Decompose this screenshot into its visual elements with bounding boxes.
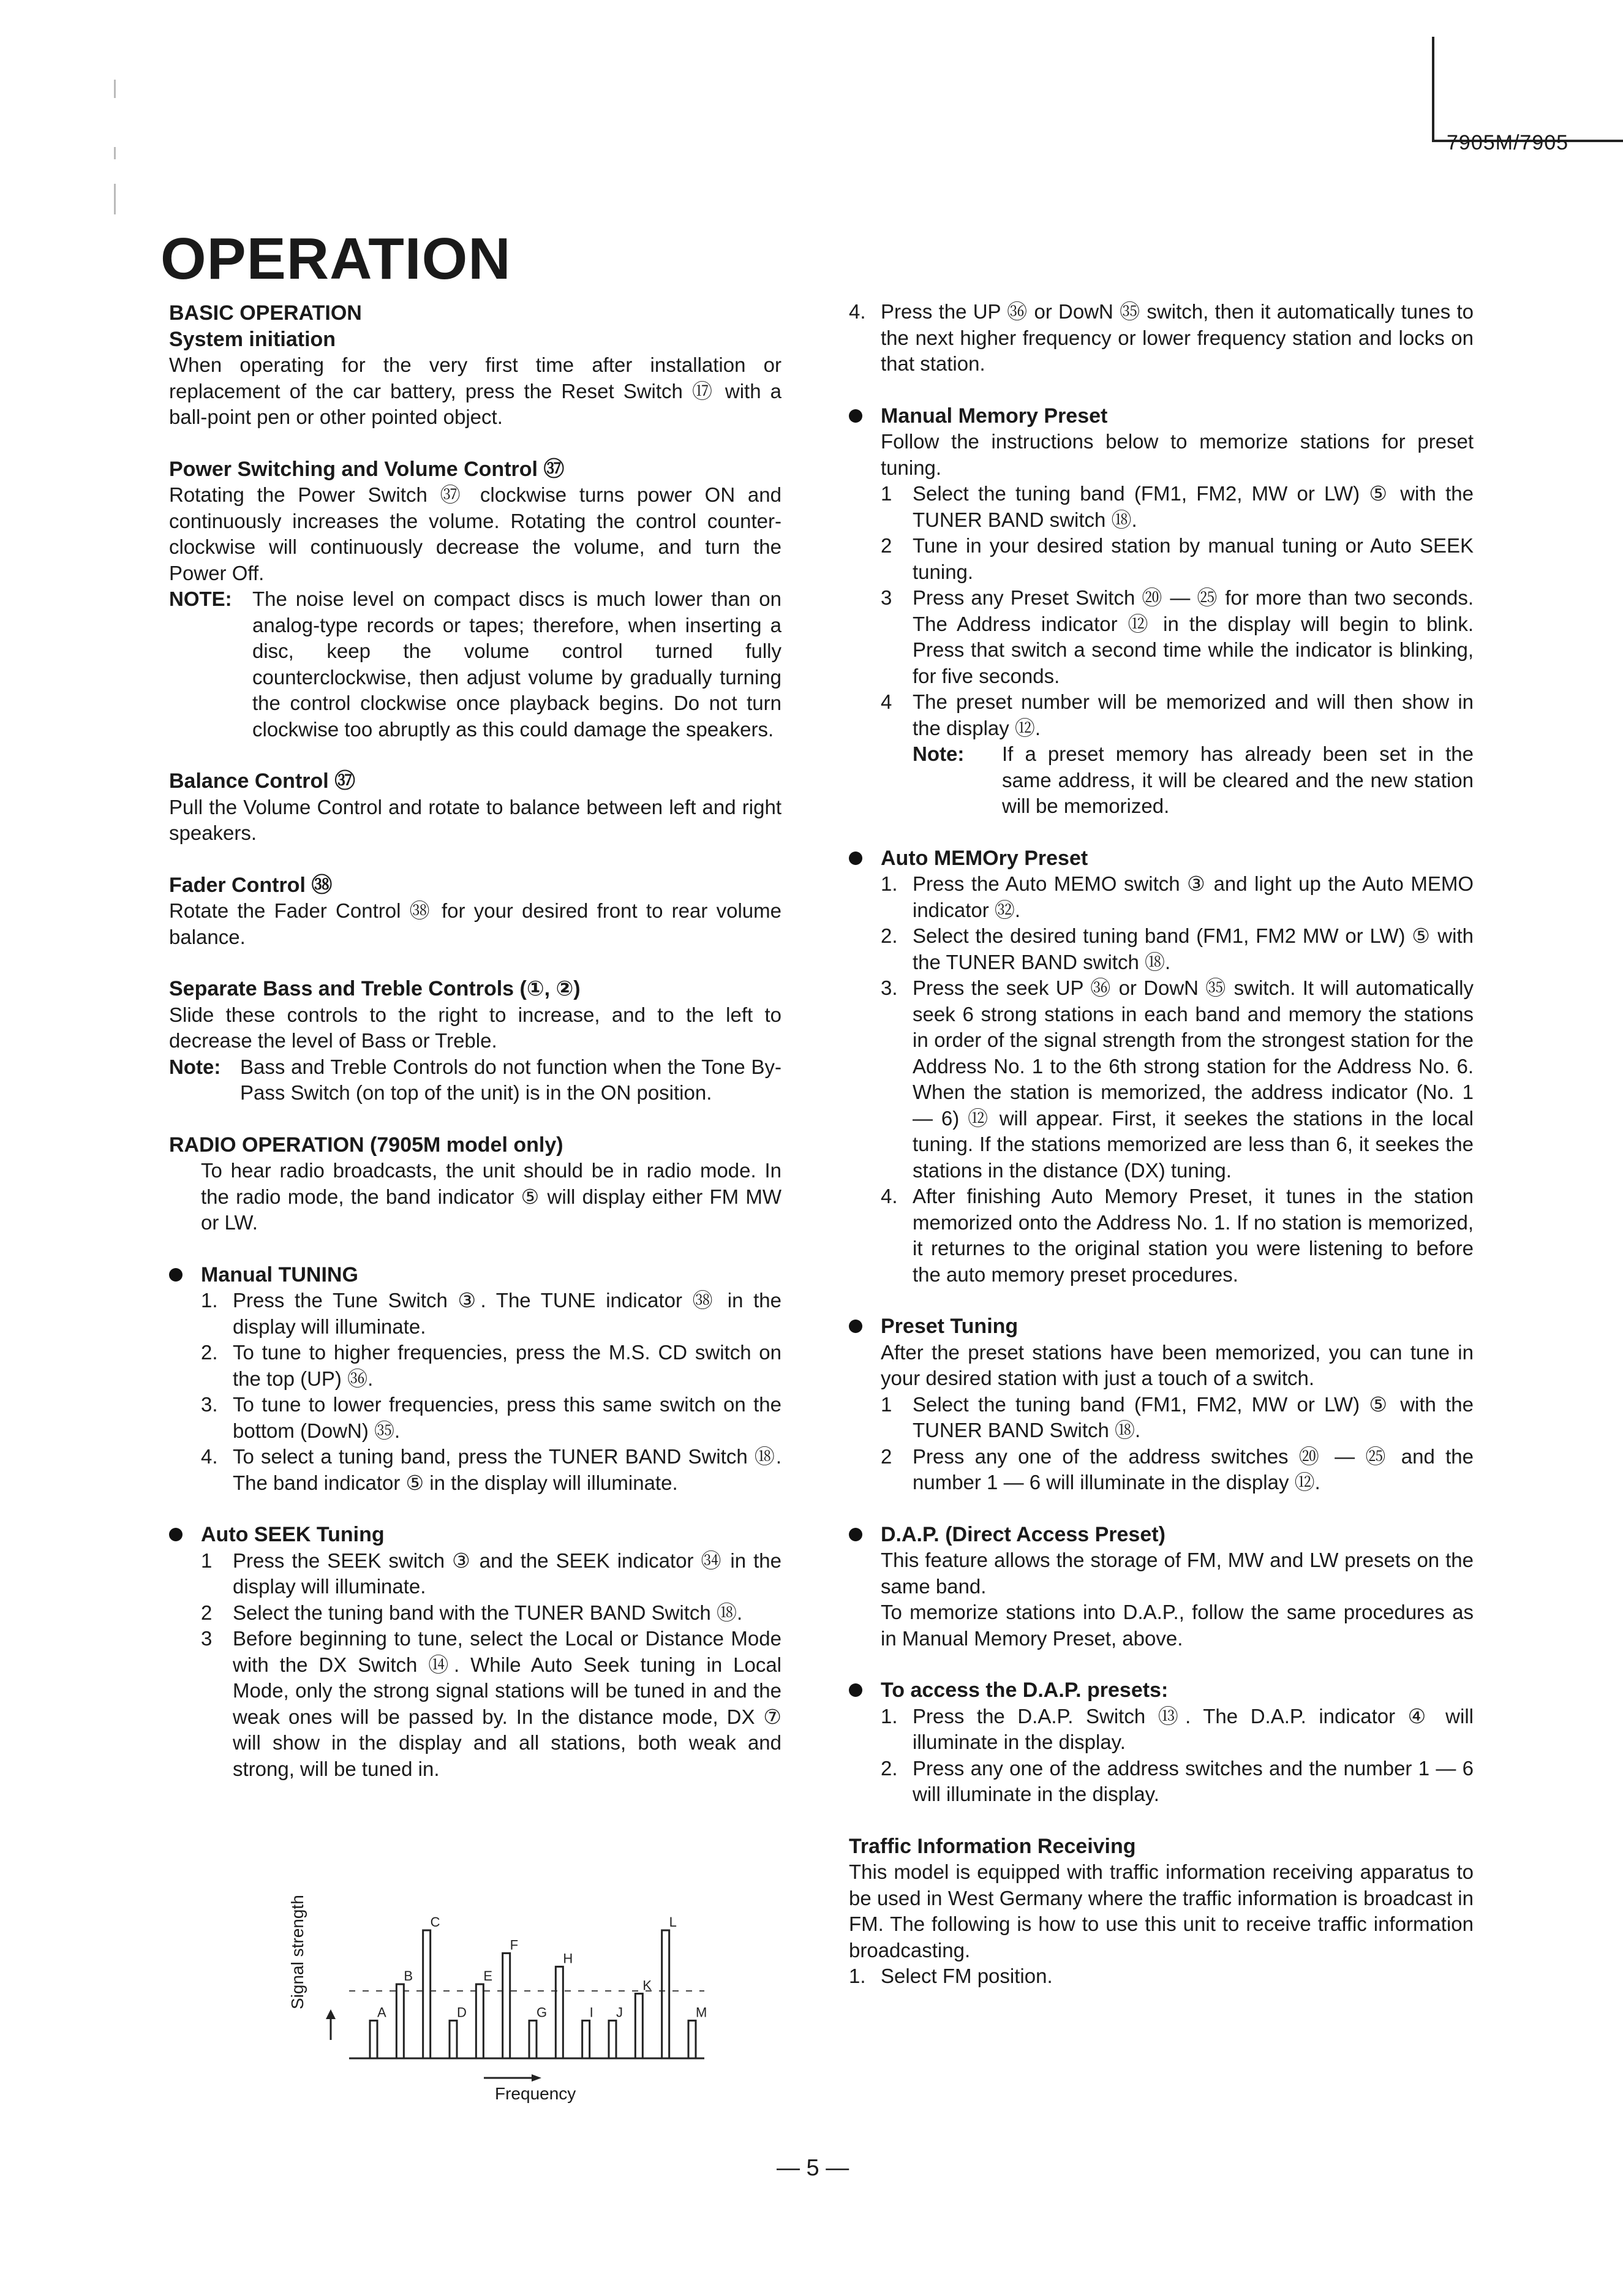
list-item [201, 1340, 781, 1392]
item-number: 1. [849, 1965, 866, 1987]
traffic-section [849, 1833, 1474, 1990]
radio-operation-section [169, 1132, 781, 1236]
item-number: 1 [201, 1549, 213, 1572]
item-text: Press any Preset Switch ⑳ — ㉕ for more than two seconds. The Address indicator ⑫ in the display will begin to blink. Press that switch a second time while the indicator is blinking, for five seconds. [913, 586, 1474, 687]
seek-step-4 [849, 299, 1474, 377]
paragraph: To memorize stations into D.A.P., follow the same procedures as in Manual Memory Preset, above. [881, 1601, 1474, 1650]
paragraph: When operating for the very first time after installation or replacement of the car battery, press the Reset Switch ⑰ with a ball-point pen or other pointed object. [169, 353, 781, 428]
item-number: 1. [881, 1704, 898, 1728]
paragraph: Follow the instructions below to memorize stations for preset tuning. [881, 430, 1474, 479]
station-peak [582, 2020, 590, 2058]
x-arrow-head [532, 2074, 541, 2082]
subsection-heading: Power Switching and Volume Control ㊲ [169, 457, 565, 481]
item-text: After finishing Auto Memory Preset, it tunes in the station memorized onto the Address No. 1. If no station is memorized, it returnes to the original station you were listening to before the auto memory preset procedures. [913, 1185, 1474, 1286]
station-peak [555, 1966, 563, 2058]
list-item [881, 1184, 1474, 1288]
station-peak [450, 2020, 457, 2058]
station-label: I [589, 2004, 593, 2020]
item-text: Press any one of the address switches ⑳ — ㉕ and the number 1 — 6 will illuminate in the display ⑫. [913, 1444, 1474, 1494]
station-label: C [430, 1914, 440, 1930]
station-label: D [457, 2004, 467, 2020]
auto-memory-section [849, 845, 1474, 1288]
list-item [201, 1600, 781, 1626]
item-number: 3 [881, 586, 892, 609]
paragraph: This model is equipped with traffic information receiving apparatus to be used in West Germany where the traffic information is broadcast in FM. The following is how to use this unit to receive traffic information broadcasting. [849, 1860, 1474, 1962]
bullet-heading: Preset Tuning [849, 1313, 1474, 1340]
x-axis-label: Frequency [495, 2084, 576, 2103]
list-item [201, 1288, 781, 1340]
note-text: The noise level on compact discs is much lower than on analog-type records or tapes; therefore, when inserting a disc, keep the volume control turned fully counterclockwise, then adjust volume by gradually turning the control clockwise once playback begins. Do not turn clockwise too abruptly as this could damage the speakers. [252, 587, 781, 741]
station-peak [529, 2020, 537, 2058]
dap-access-section [849, 1677, 1474, 1808]
item-text: Press the Tune Switch ③. The TUNE indicator ㊳ in the display will illuminate. [233, 1289, 781, 1338]
bullet-heading: Auto MEMOry Preset [849, 845, 1474, 872]
item-number: 3. [201, 1393, 218, 1416]
list-item [201, 1444, 781, 1496]
item-number: 4. [201, 1445, 218, 1468]
item-text: Press the D.A.P. Switch ⑬. The D.A.P. indicator ④ will illuminate in the display. [913, 1704, 1474, 1753]
item-number: 1. [881, 872, 898, 895]
station-label: M [696, 2004, 707, 2020]
page-number: — 5 — [777, 2155, 849, 2181]
left-column [169, 300, 781, 1808]
station-label: B [404, 1968, 413, 1984]
fader-section [169, 872, 781, 951]
list-item [849, 1963, 1474, 1990]
station-peak [503, 1953, 510, 2058]
list-item [881, 481, 1474, 533]
list-item [881, 1756, 1474, 1808]
station-label: L [669, 1914, 677, 1930]
manual-memory-list [849, 481, 1474, 741]
auto-memory-list [849, 871, 1474, 1288]
paragraph: Rotating the Power Switch ㊲ clockwise turns power ON and continuously increases the volume. Rotating the control counter-clockwise will continuously decrease the volume, and turn the Power Off. [169, 483, 781, 584]
margin-mark [114, 184, 116, 214]
item-number: 2. [881, 924, 898, 947]
y-arrow-head [326, 2009, 336, 2019]
item-number: 3. [881, 976, 898, 999]
power-volume-section [169, 456, 781, 743]
list-item [881, 975, 1474, 1184]
manual-tuning-section [169, 1262, 781, 1497]
note [169, 586, 781, 742]
item-text: Select the desired tuning band (FM1, FM2 MW or LW) ⑤ with the TUNER BAND switch ⑱. [913, 924, 1474, 973]
item-number: 1. [201, 1289, 218, 1312]
item-text: Press any one of the address switches and the number 1 — 6 will illuminate in the display. [913, 1756, 1474, 1805]
station-peak [688, 2020, 696, 2058]
system-initiation-section [169, 300, 781, 431]
item-text: Select FM position. [881, 1965, 1053, 1987]
paragraph: Rotate the Fader Control ㊳ for your desired front to rear volume balance. [169, 899, 781, 948]
item-text: Press the Auto MEMO switch ③ and light up the Auto MEMO indicator ㉜. [913, 872, 1474, 921]
list-item [881, 1704, 1474, 1756]
list-item [881, 689, 1474, 741]
bullet-heading: D.A.P. (Direct Access Preset) [849, 1522, 1474, 1548]
list-item [849, 299, 1474, 377]
y-axis-label: Signal strength [288, 1895, 307, 2009]
section-heading: BASIC OPERATION [169, 301, 362, 325]
diagram-graphic [300, 1911, 717, 2083]
station-label: H [563, 1950, 573, 1966]
list-item [201, 1392, 781, 1444]
note-text: Bass and Treble Controls do not function when the Tone By-Pass Switch (on top of the unit) is in the ON position. [240, 1055, 781, 1104]
item-text: Select the tuning band (FM1, FM2, MW or LW) ⑤ with the TUNER BAND switch ⑱. [913, 482, 1474, 531]
subsection-heading: Separate Bass and Treble Controls (①, ②) [169, 977, 581, 1000]
section-heading: RADIO OPERATION (7905M model only) [169, 1133, 563, 1157]
station-label: F [510, 1937, 519, 1953]
station-peak [662, 1930, 669, 2058]
dap-section [849, 1522, 1474, 1652]
station-label: K [642, 1977, 652, 1993]
item-number: 2 [881, 1444, 892, 1468]
traffic-list [849, 1963, 1474, 1990]
item-text: Tune in your desired station by manual tuning or Auto SEEK tuning. [913, 534, 1474, 583]
station-label: J [616, 2004, 623, 2020]
item-number: 2 [881, 534, 892, 557]
note [169, 1054, 781, 1106]
signal-strength-diagram [288, 1895, 717, 2103]
item-text: Select the tuning band with the TUNER BAND Switch ⑱. [233, 1601, 743, 1624]
dap-access-list [849, 1704, 1474, 1808]
list-item [201, 1626, 781, 1782]
note [849, 741, 1474, 820]
station-label: A [377, 2004, 386, 2020]
bullet-heading: Auto SEEK Tuning [169, 1522, 781, 1548]
manual-tuning-list [169, 1288, 781, 1496]
item-text: To tune to lower frequencies, press this same switch on the bottom (DowN) ㉟. [233, 1393, 781, 1442]
auto-seek-section [169, 1522, 781, 1782]
item-number: 4. [849, 300, 866, 323]
bullet-heading: Manual TUNING [169, 1262, 781, 1288]
item-number: 1 [881, 1392, 892, 1416]
margin-mark [114, 80, 116, 98]
note-label: Note: [169, 1055, 221, 1078]
paragraph: Slide these controls to the right to increase, and to the left to decrease the level of Bass or Treble. [169, 1003, 781, 1052]
item-number: 4 [881, 690, 892, 713]
list-item [881, 1444, 1474, 1496]
preset-tuning-list [849, 1392, 1474, 1496]
subsection-heading: Traffic Information Receiving [849, 1834, 1136, 1858]
station-peak [370, 2020, 377, 2058]
paragraph: Pull the Volume Control and rotate to balance between left and right speakers. [169, 795, 781, 844]
note-label: NOTE: [169, 587, 232, 610]
station-label: G [537, 2004, 548, 2020]
item-number: 2. [881, 1756, 898, 1780]
list-item [881, 533, 1474, 585]
bullet-heading: To access the D.A.P. presets: [849, 1677, 1474, 1704]
paragraph: To hear radio broadcasts, the unit should be in radio mode. In the radio mode, the band indicator ⑤ will display either FM MW or LW. [201, 1159, 781, 1234]
model-header [1432, 85, 1623, 154]
list-item [881, 871, 1474, 923]
preset-tuning-section [849, 1313, 1474, 1496]
model-number: 7905M/7905 [1447, 131, 1569, 154]
item-text: To tune to higher frequencies, press the M.S. CD switch on the top (UP) ㊱. [233, 1341, 781, 1390]
note-text: If a preset memory has already been set in the same address, it will be cleared and the new station will be memorized. [1002, 742, 1474, 817]
step-list [849, 299, 1474, 377]
item-number: 2 [201, 1601, 213, 1624]
item-number: 2. [201, 1341, 218, 1364]
note-label: Note: [913, 742, 965, 765]
station-peak [423, 1930, 431, 2058]
item-text: Press the SEEK switch ③ and the SEEK indicator ㉞ in the display will illuminate. [233, 1549, 781, 1598]
item-text: The preset number will be memorized and will then show in the display ⑫. [913, 690, 1474, 739]
page-title: OPERATION [160, 226, 511, 292]
item-number: 1 [881, 482, 892, 505]
item-number: 3 [201, 1627, 213, 1650]
station-peak [396, 1984, 404, 2058]
list-item [881, 1392, 1474, 1444]
station-peak [609, 2020, 616, 2058]
paragraph: This feature allows the storage of FM, MW and LW presets on the same band. [881, 1549, 1474, 1598]
station-label: E [483, 1968, 493, 1984]
item-text: To select a tuning band, press the TUNER BAND Switch ⑱. The band indicator ⑤ in the display will illuminate. [233, 1445, 781, 1494]
auto-seek-list [169, 1548, 781, 1783]
item-text: Press the UP ㊱ or DowN ㉟ switch, then it automatically tunes to the next higher frequency or lower frequency station and locks on that station. [881, 300, 1474, 375]
subsection-heading: Balance Control ㊲ [169, 769, 356, 793]
station-peak [635, 1993, 642, 2058]
balance-section [169, 768, 781, 847]
header-rule [1432, 37, 1434, 85]
subsection-heading: System initiation [169, 327, 336, 351]
item-text: Press the seek UP ㊱ or DowN ㉟ switch. It will automatically seek 6 strong stations in each band and memory the stations in order of the signal strength from the strongest station for the Address No. 1 to the 6th strong station for the Address No. 6. When the station is memorized, the address indicator (No. 1 — 6) ⑫ will appear. First, it seekes the stations in the local tuning. If the stations memorized are less than 6, it seekes the stations in the distance (DX) tuning. [913, 976, 1474, 1182]
list-item [881, 923, 1474, 975]
manual-memory-section [849, 403, 1474, 820]
bullet-heading: Manual Memory Preset [849, 403, 1474, 429]
right-column [849, 299, 1474, 2015]
item-text: Before beginning to tune, select the Local or Distance Mode with the DX Switch ⑭. While Auto Seek tuning in Local Mode, only the strong signal stations will be tuned in and the weak ones will be passed by. In the distance mode, DX ⑦ will show in the display and all stations, both weak and strong, will be tuned in. [233, 1627, 781, 1780]
item-number: 4. [881, 1185, 898, 1207]
bass-treble-section [169, 976, 781, 1106]
item-text: Select the tuning band (FM1, FM2, MW or LW) ⑤ with the TUNER BAND Switch ⑱. [913, 1392, 1474, 1441]
margin-mark [114, 147, 116, 159]
list-item [201, 1548, 781, 1600]
subsection-heading: Fader Control ㊳ [169, 873, 333, 897]
list-item [881, 585, 1474, 689]
paragraph: After the preset stations have been memorized, you can tune in your desired station with just a touch of a switch. [881, 1340, 1474, 1389]
station-peak [476, 1984, 483, 2058]
